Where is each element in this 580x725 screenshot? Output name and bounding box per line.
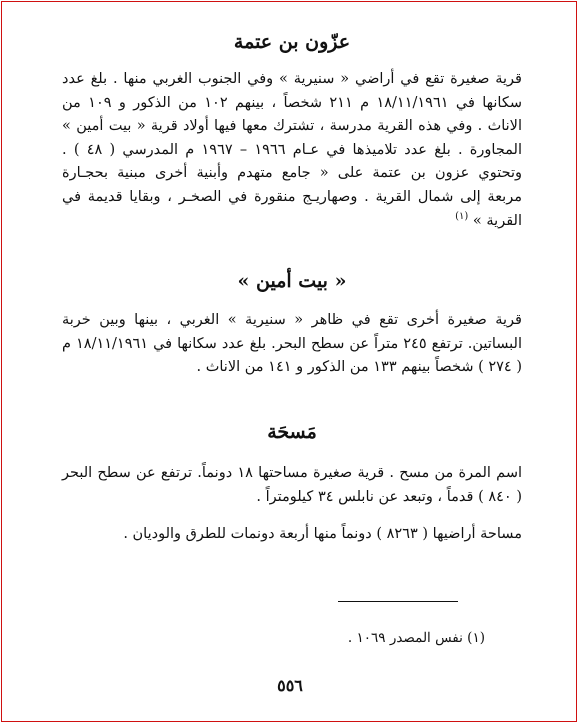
text-line: اسم المرة من مسح . قرية صغيرة مساحتها ١٨ دونماً. ترتفع عن سطح البحر xyxy=(62,464,523,481)
text-line: ( ٨٤٠ ) قدماً ، وتبعد عن نابلس ٣٤ كيلومتراً . xyxy=(256,488,522,505)
text-line: قرية صغيرة أخرى تقع في ظاهر « سنيرية » الغربي ، بينها وبين خربة xyxy=(62,312,522,329)
paragraph-mas-ha xyxy=(62,462,522,509)
heading-mas-ha: مَسحَة xyxy=(267,420,317,443)
heading-azzun: عزّون بن عتمة xyxy=(233,31,351,53)
footnote-ref: (١) xyxy=(455,210,469,222)
text-line: مساحة أراضيها ( ٨٢٦٣ ) دونماً منها أربعة دونمات للطرق والوديان . xyxy=(123,526,522,543)
footnote-divider xyxy=(338,601,458,602)
text-line: البساتين. ترتفع ٢٤٥ متراً عن سطح البحر. بلغ عدد سكانها في ١٨/١١/١٩٦١ م xyxy=(62,335,523,352)
text-line: الاناث . وفي هذه القرية مدرسة ، تشترك معها فيها أولاد قرية « بيت أمين » xyxy=(62,118,522,135)
page-body xyxy=(62,24,522,547)
text-line: المجاورة . بلغ عدد تلاميذها في عـام ١٩٦٦ – ١٩٦٧ م المدرسي ( ٤٨ ) . xyxy=(62,141,523,158)
paragraph-bayt-amin xyxy=(62,309,522,380)
text-line: وتحتوي عزون بن عتمة على « جامع متهدم وأبنية أخرى مبنية بحجـارة xyxy=(62,165,522,182)
text-line: ( ٢٧٤ ) شخصاً بينهم ١٣٣ من الذكور و ١٤١ من الاناث . xyxy=(196,359,522,376)
text-line: قرية صغيرة تقع في أراضي « سنيرية » وفي الجنوب الغربي منها . بلغ عدد xyxy=(62,71,522,87)
text-line xyxy=(62,210,522,234)
heading-bayt-amin: « بيت أمين » xyxy=(237,270,347,293)
text-line: مربعة إلى شمال القرية . وصهاريـج منقورة في الصخـر ، وبقايا قديمة في xyxy=(62,188,522,205)
paragraph-azzun xyxy=(62,68,522,233)
page-number: ٥٥٦ xyxy=(277,676,303,695)
text-line-end: القرية » xyxy=(472,212,522,229)
paragraph-mas-ha-area xyxy=(62,523,522,547)
text-line: سكانها في ١٨/١١/١٩٦١ م ٢١١ شخصاً ، بينهم ١٠٢ من الذكور و ١٠٩ من xyxy=(62,94,522,111)
footnote: (١) نفس المصدر ١٠٦٩ . xyxy=(347,630,485,646)
